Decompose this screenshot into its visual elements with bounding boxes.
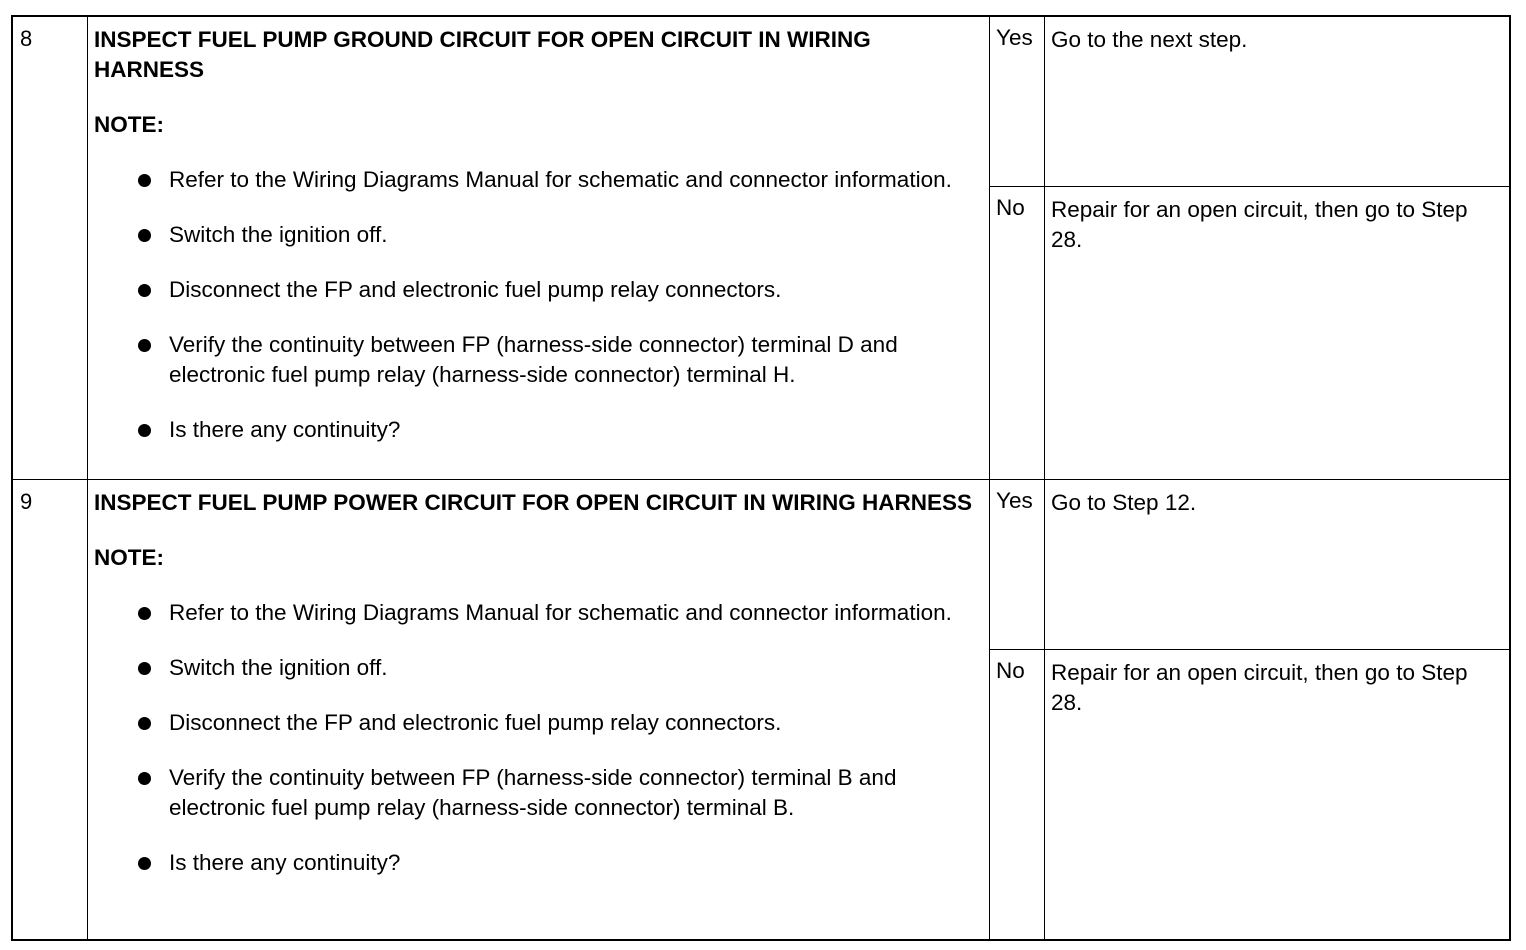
yes-action: Go to the next step.: [1051, 27, 1248, 52]
step-body: [88, 480, 990, 939]
note-item-text: Is there any continuity?: [169, 850, 401, 875]
note-item-text: Refer to the Wiring Diagrams Manual for schematic and connector information.: [169, 600, 952, 625]
result-yes-row: [990, 17, 1509, 187]
note-item: [94, 330, 959, 390]
note-item: [94, 275, 959, 305]
note-item: [94, 708, 959, 738]
note-label: NOTE:: [94, 112, 164, 137]
bullet-icon: [138, 717, 151, 730]
yes-action: Go to Step 12.: [1051, 490, 1197, 515]
bullet-icon: [138, 339, 151, 352]
note-list: [94, 598, 989, 878]
bullet-icon: [138, 174, 151, 187]
result-no-row: [990, 650, 1509, 939]
bullet-icon: [138, 424, 151, 437]
note-item-text: Disconnect the FP and electronic fuel pump relay connectors.: [169, 277, 782, 302]
note-label: NOTE:: [94, 545, 164, 570]
note-item-text: Switch the ignition off.: [169, 222, 388, 247]
bullet-icon: [138, 662, 151, 675]
bullet-icon: [138, 229, 151, 242]
result-yes-row: [990, 480, 1509, 650]
note-item: [94, 763, 959, 823]
bullet-icon: [138, 607, 151, 620]
step-number: 9: [13, 480, 88, 939]
result-no-row: [990, 187, 1509, 479]
no-action: Repair for an open circuit, then go to Step 28.: [1051, 197, 1468, 252]
note-item-text: Switch the ignition off.: [169, 655, 388, 680]
result-column: [990, 17, 1509, 479]
no-action: Repair for an open circuit, then go to Step 28.: [1051, 660, 1468, 715]
note-item-text: Is there any continuity?: [169, 417, 401, 442]
yes-label: Yes: [990, 17, 1045, 186]
step-title: INSPECT FUEL PUMP GROUND CIRCUIT FOR OPEN CIRCUIT IN WIRING HARNESS: [94, 27, 871, 82]
note-item-text: Verify the continuity between FP (harness-side connector) terminal B and electronic fuel pump relay (harness-side connector) terminal B.: [169, 765, 897, 820]
note-item: [94, 220, 959, 250]
step-title: INSPECT FUEL PUMP POWER CIRCUIT FOR OPEN CIRCUIT IN WIRING HARNESS: [94, 490, 972, 515]
note-item-text: Verify the continuity between FP (harness-side connector) terminal D and electronic fuel pump relay (harness-side connector) terminal H.: [169, 332, 898, 387]
step-body: [88, 17, 990, 479]
note-item-text: Refer to the Wiring Diagrams Manual for schematic and connector information.: [169, 167, 952, 192]
step-number: 8: [13, 17, 88, 479]
step-row-9: [13, 480, 1509, 939]
note-list: [94, 165, 989, 445]
bullet-icon: [138, 284, 151, 297]
note-item: [94, 848, 959, 878]
note-item: [94, 598, 959, 628]
no-label: No: [990, 187, 1045, 479]
note-item: [94, 415, 959, 445]
yes-label: Yes: [990, 480, 1045, 649]
note-item: [94, 165, 959, 195]
result-column: [990, 480, 1509, 939]
no-label: No: [990, 650, 1045, 939]
note-item-text: Disconnect the FP and electronic fuel pump relay connectors.: [169, 710, 782, 735]
diagnostic-procedure-table: [11, 15, 1511, 941]
step-row-8: [13, 17, 1509, 480]
note-item: [94, 653, 959, 683]
bullet-icon: [138, 857, 151, 870]
bullet-icon: [138, 772, 151, 785]
